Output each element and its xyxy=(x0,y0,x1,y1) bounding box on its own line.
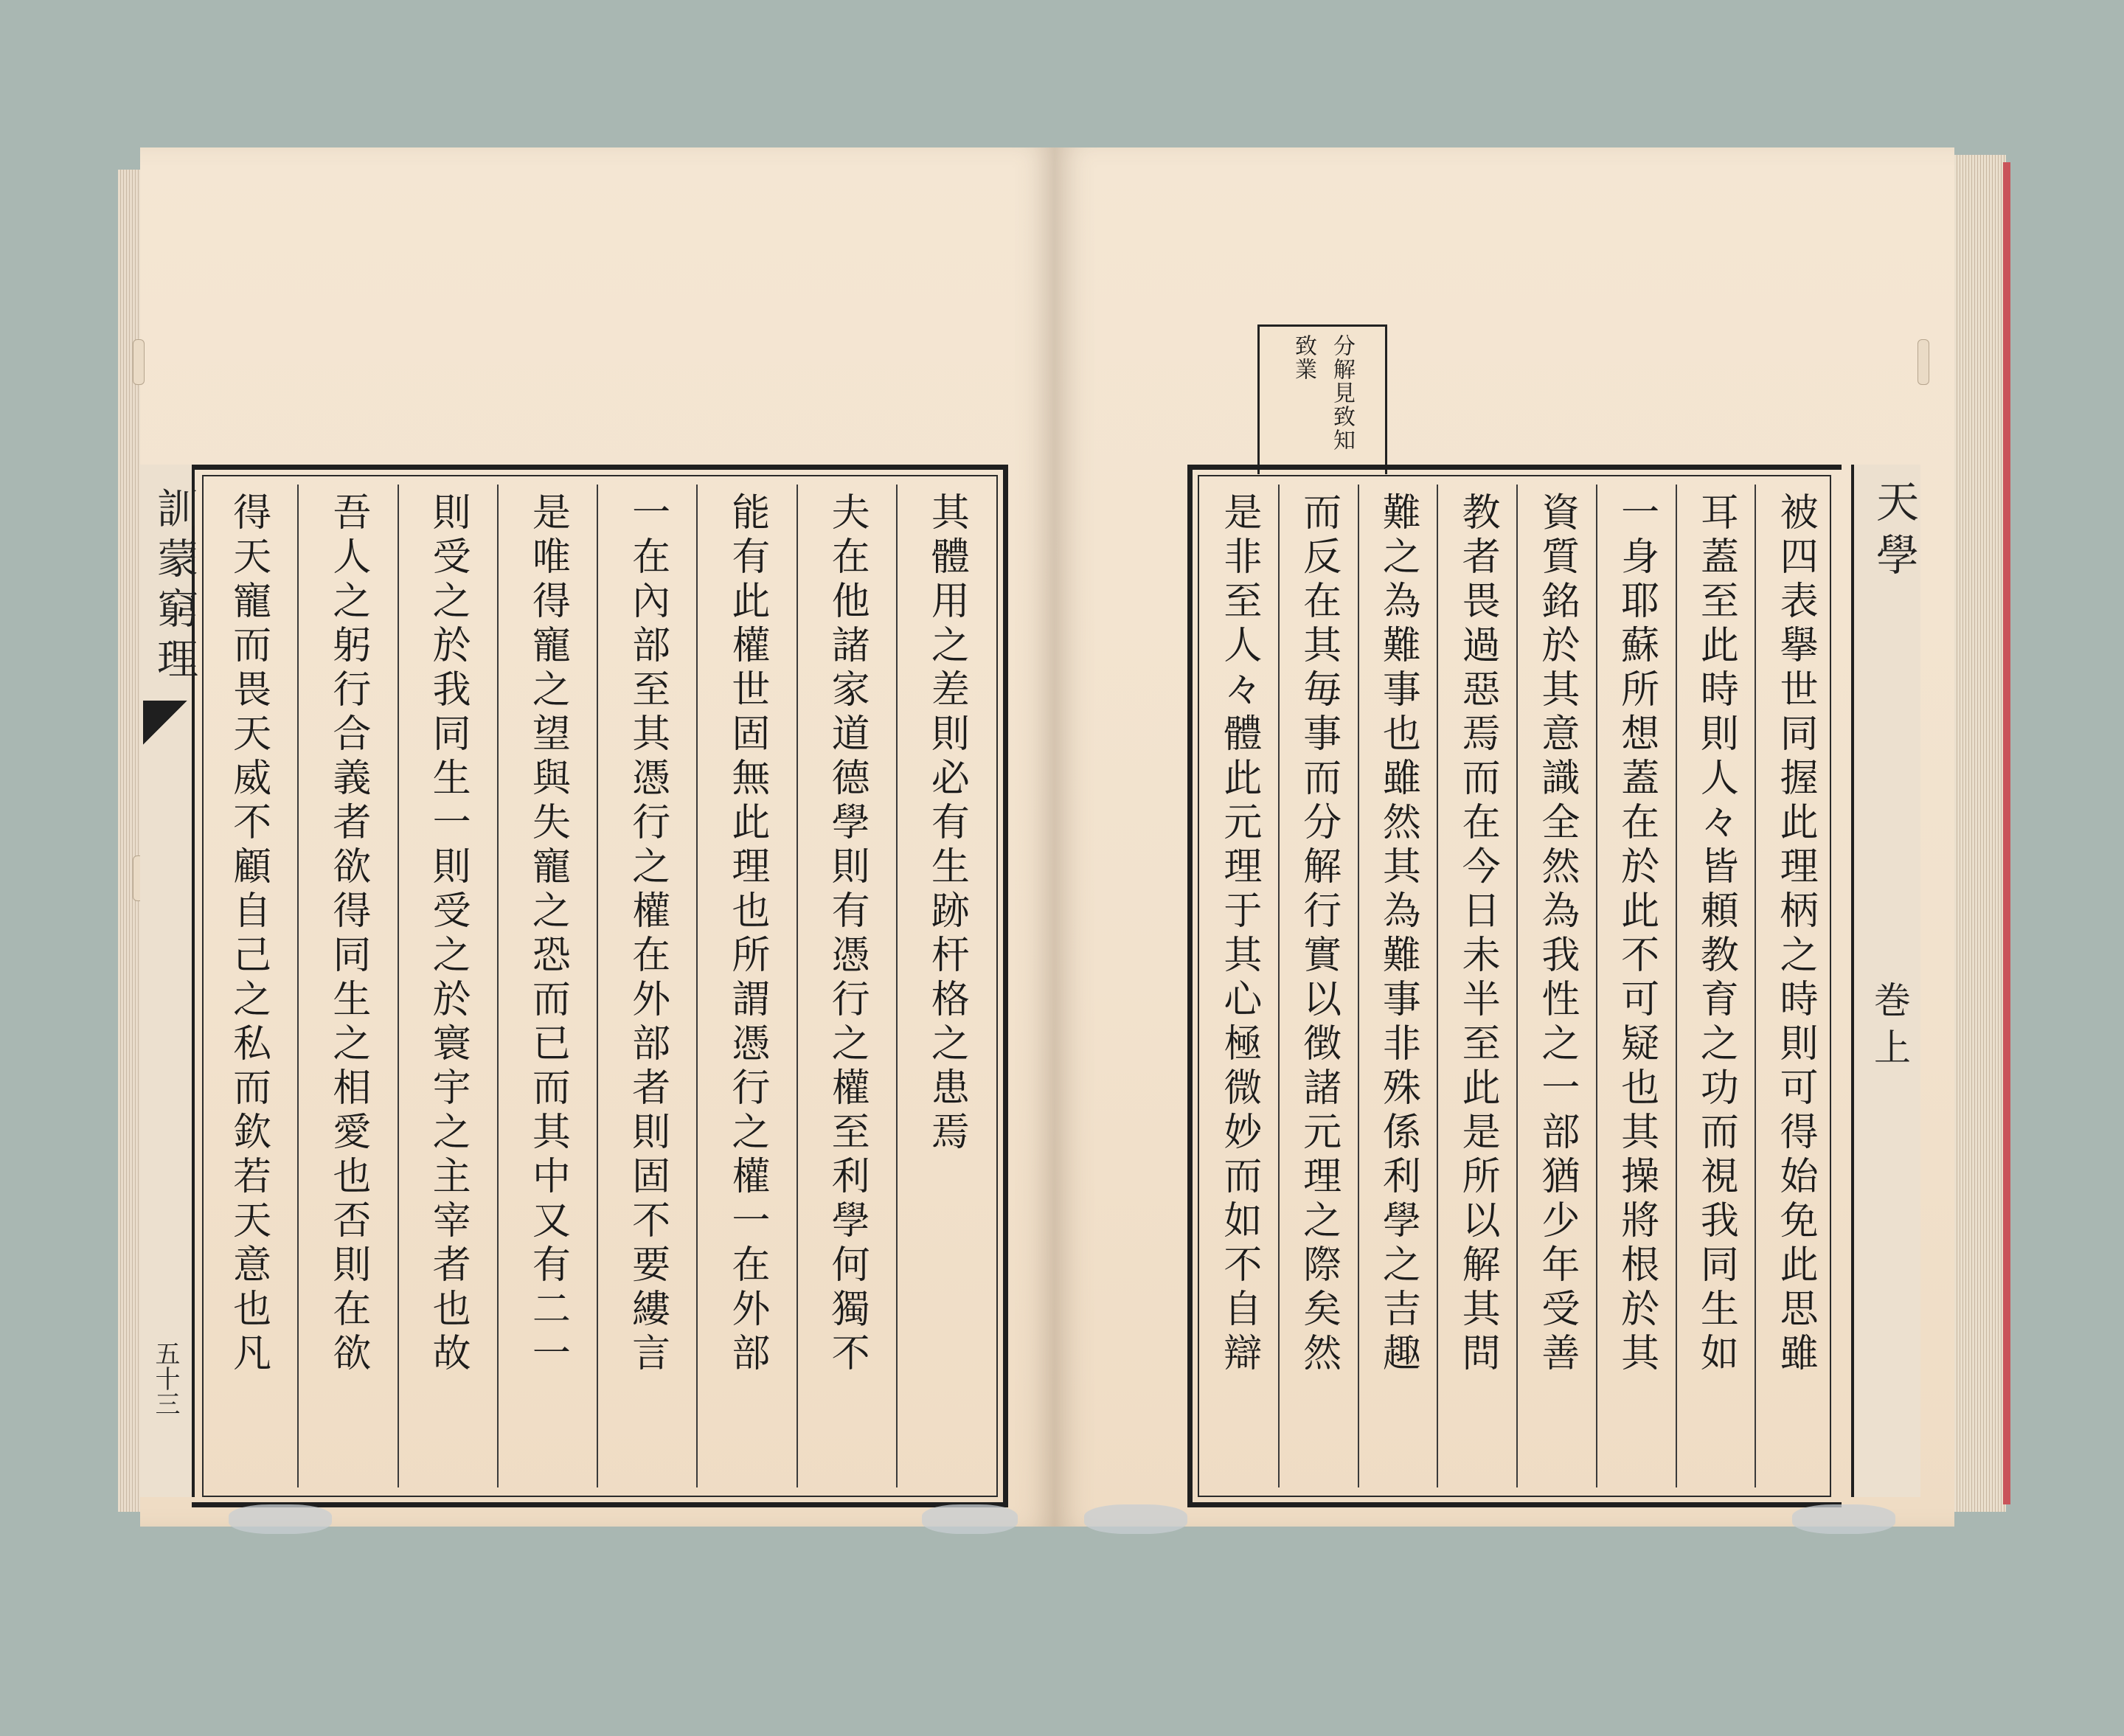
book-title: 天學 xyxy=(1869,479,1919,586)
page-number: 五十三 xyxy=(150,1341,180,1416)
text-frame-right xyxy=(1187,465,1842,1507)
text-columns-right xyxy=(1200,485,1834,1487)
text-column: 耳蓋至此時則人々皆頼教育之功而視我同生如 xyxy=(1676,485,1755,1487)
glue-stain xyxy=(922,1504,1018,1534)
spine-margin-right xyxy=(1851,465,1920,1497)
text-column: 一在內部至其憑行之權在外部者則固不要縷言 xyxy=(597,485,696,1487)
text-column: 資質銘於其意識全然為我性之一部猶少年受善 xyxy=(1516,485,1596,1487)
text-column: 而反在其毎事而分解行實以徴諸元理之際矣然 xyxy=(1278,485,1358,1487)
headnote-line: 分解見致知 xyxy=(1329,334,1355,452)
text-column: 被四表擧世同握此理柄之時則可得始免此思雖 xyxy=(1755,485,1834,1487)
text-column: 得天寵而畏天威不顧自己之私而欽若天意也凡 xyxy=(226,492,271,1377)
text-column: 夫在他諸家道德學則有憑行之權至利學何獨不 xyxy=(796,485,896,1487)
volume-label: 巻上 xyxy=(1868,981,1911,1075)
text-column: 難之為難事也雖然其為難事非殊係利學之吉趣 xyxy=(1358,485,1437,1487)
text-columns-left xyxy=(199,485,996,1487)
spine-margin-left xyxy=(140,465,198,1497)
glue-stain xyxy=(229,1504,332,1534)
binding-thread xyxy=(133,339,145,385)
open-book xyxy=(118,147,2006,1586)
text-column: 吾人之躬行合義者欲得同生之相愛也否則在欲 xyxy=(297,485,397,1487)
glue-stain xyxy=(1084,1504,1187,1534)
right-page xyxy=(1055,147,1954,1527)
text-column: 則受之於我同生一則受之於寰宇之主宰者也故 xyxy=(398,485,497,1487)
text-column: 能有此權世固無此理也所謂憑行之權一在外部 xyxy=(696,485,796,1487)
text-column: 是唯得寵之望與失寵之恐而已而其中又有二一 xyxy=(497,485,597,1487)
red-cover-edge xyxy=(2003,162,2010,1504)
headnote-line: 致業 xyxy=(1291,334,1316,381)
text-column: 一身耶蘇所想蓋在於此不可疑也其操將根於其 xyxy=(1596,485,1676,1487)
page-stack-right xyxy=(1954,155,2006,1512)
text-column: 是非至人々體此元理于其心極微妙而如不自辯 xyxy=(1216,492,1261,1377)
text-column: 其體用之差則必有生跡杆格之患焉 xyxy=(896,485,996,1487)
text-column: 教者畏過惡焉而在今日未半至此是所以解其問 xyxy=(1437,485,1516,1487)
binding-thread xyxy=(1918,339,1929,385)
book-title: 訓蒙窮理 xyxy=(150,487,198,687)
fish-tail-ornament xyxy=(143,701,187,745)
glue-stain xyxy=(1792,1504,1895,1534)
left-page xyxy=(140,147,1055,1527)
text-frame-left xyxy=(192,465,1008,1507)
headnote-box xyxy=(1257,324,1387,474)
